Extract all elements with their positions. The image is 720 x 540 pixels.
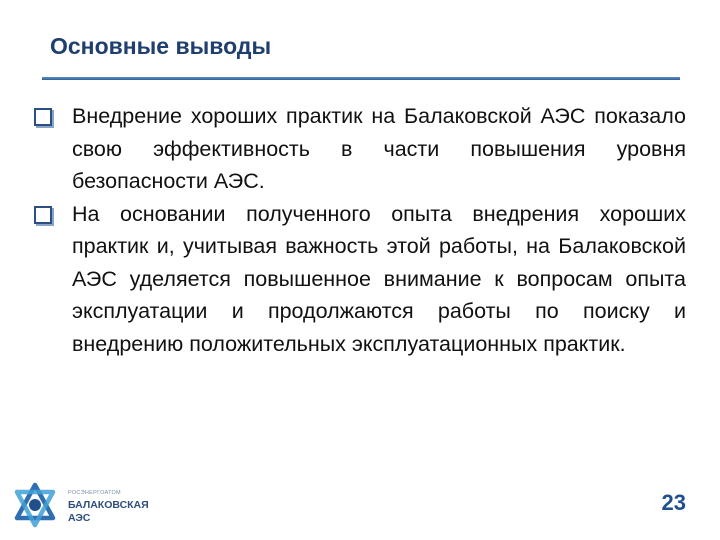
title-divider bbox=[42, 77, 680, 80]
page-number: 23 bbox=[661, 490, 686, 515]
bullet-list bbox=[34, 100, 686, 360]
logo-org-text: РОСЭНЕРГОАТОМ bbox=[68, 490, 121, 496]
bullet-item bbox=[34, 198, 686, 361]
checkbox-bullet-icon bbox=[34, 108, 52, 126]
bullet-text: На основании полученного опыта внедрения хороших практик и, учитывая важность этой работы, на Балаковской АЭС уделяется повышенное внимание к вопросам опыта эксплуатации и продолжаются работы по поиску и внедрению положительных эксплуатационных практик. bbox=[72, 201, 686, 356]
bullet-item bbox=[34, 100, 686, 198]
bullet-text: Внедрение хороших практик на Балаковской АЭС показало свою эффективность в части повышения уровня безопасности АЭС. bbox=[72, 104, 686, 193]
footer-logo bbox=[10, 480, 170, 530]
atom-logo-icon bbox=[10, 480, 60, 530]
checkbox-bullet-icon bbox=[34, 206, 52, 224]
slide-title: Основные выводы bbox=[50, 33, 272, 59]
logo-name-text: БАЛАКОВСКАЯ bbox=[68, 499, 149, 511]
logo-sub-text: АЭС bbox=[68, 512, 91, 524]
